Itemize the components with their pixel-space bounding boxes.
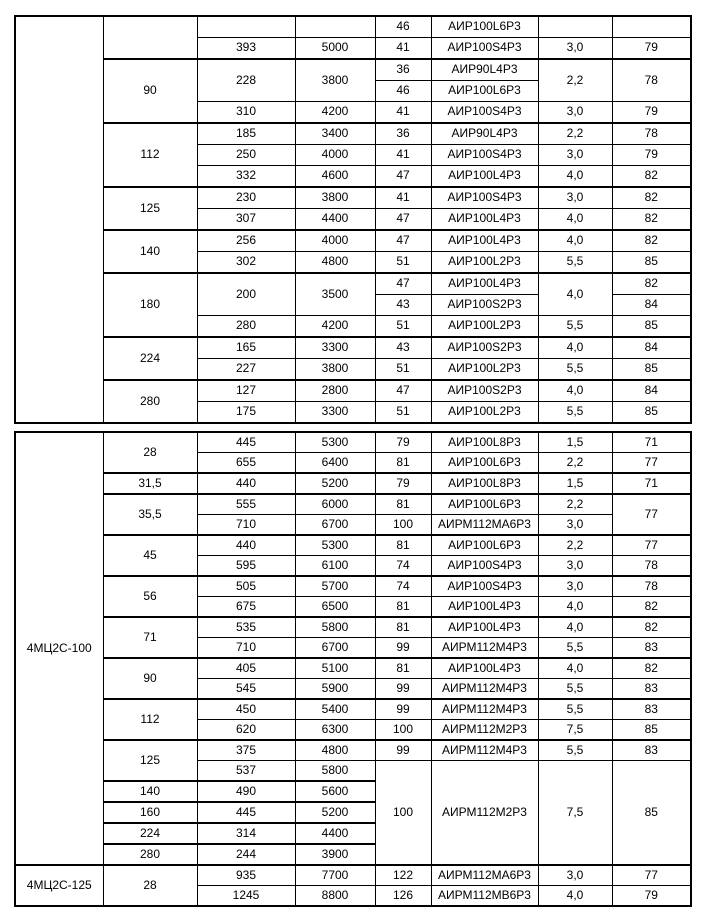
table-cell: 47 [375, 230, 431, 252]
table-cell: 1,5 [538, 473, 612, 494]
table-cell: 3,0 [538, 187, 612, 209]
table-cell: 3500 [295, 273, 375, 316]
table-cell: 3,0 [538, 38, 612, 60]
table-cell: 100 [375, 720, 431, 741]
table-cell: АИР100S4Р3 [431, 187, 538, 209]
table-cell: 4,0 [538, 166, 612, 188]
table-cell: 227 [197, 359, 295, 381]
table-cell: 79 [612, 102, 691, 124]
table-cell: 5100 [295, 658, 375, 679]
table-cell: 7,5 [538, 761, 612, 866]
table-cell: АИР100L6Р3 [431, 535, 538, 556]
table-cell: 82 [612, 230, 691, 252]
table-cell: 3800 [295, 187, 375, 209]
table-cell: 77 [612, 865, 691, 886]
table-cell: 36 [375, 59, 431, 81]
table-cell: 440 [197, 473, 295, 494]
table-cell: 180 [103, 273, 197, 337]
table-cell: 535 [197, 617, 295, 638]
table-cell: 450 [197, 699, 295, 720]
table-cell: АИР100S4Р3 [431, 145, 538, 166]
table-cell: 2,2 [538, 535, 612, 556]
table-cell: 4800 [295, 252, 375, 274]
table-cell: 99 [375, 740, 431, 761]
table-cell: 127 [197, 380, 295, 402]
table-cell: 82 [612, 209, 691, 231]
table-cell: 4,0 [538, 209, 612, 231]
table-cell: 4800 [295, 740, 375, 761]
table-cell: 84 [612, 295, 691, 316]
table-cell: 4МЦ2С-100 [15, 432, 103, 865]
table-cell: 3900 [295, 844, 375, 865]
table-cell: 595 [197, 556, 295, 577]
table-row [15, 16, 691, 38]
table-cell: 90 [103, 59, 197, 123]
table-cell: АИРМ112М2Р3 [431, 761, 538, 866]
table-cell: 5,5 [538, 679, 612, 700]
table-cell: 83 [612, 699, 691, 720]
table-cell: АИР100L2Р3 [431, 316, 538, 338]
table-cell-empty [15, 16, 103, 423]
table-cell: 36 [375, 123, 431, 145]
table-cell: 244 [197, 844, 295, 865]
table-cell: 28 [103, 865, 197, 906]
table-cell: АИР100S2Р3 [431, 380, 538, 402]
table-cell: 47 [375, 166, 431, 188]
table-cell: 5400 [295, 699, 375, 720]
table-cell: 6700 [295, 515, 375, 536]
table-cell: 5,5 [538, 699, 612, 720]
table-cell: 6300 [295, 720, 375, 741]
table-cell: 82 [612, 166, 691, 188]
table-cell-empty [103, 16, 197, 59]
table-cell: 4,0 [538, 380, 612, 402]
table-cell: АИР100L2Р3 [431, 252, 538, 274]
table-cell: 41 [375, 145, 431, 166]
table-cell: 5300 [295, 432, 375, 453]
table-cell: 310 [197, 102, 295, 124]
table-cell: 5,5 [538, 740, 612, 761]
table-cell: 51 [375, 402, 431, 424]
table-cell: 440 [197, 535, 295, 556]
table-cell: 77 [612, 535, 691, 556]
table-cell: 6000 [295, 494, 375, 515]
table-cell: АИРМ112М4Р3 [431, 679, 538, 700]
spec-table-continued-body [15, 16, 691, 423]
table-cell: 5000 [295, 38, 375, 60]
table-cell: 710 [197, 638, 295, 659]
table-row [15, 617, 691, 638]
table-cell: 4,0 [538, 597, 612, 618]
table-cell: 1245 [197, 886, 295, 907]
table-cell: АИР100S4Р3 [431, 102, 538, 124]
table-cell: 6700 [295, 638, 375, 659]
table-cell: 200 [197, 273, 295, 316]
table-cell: АИР90L4Р3 [431, 123, 538, 145]
table-cell: 675 [197, 597, 295, 618]
table-cell: АИР100L4Р3 [431, 617, 538, 638]
table-cell: 3800 [295, 359, 375, 381]
table-cell: 4,0 [538, 337, 612, 359]
table-row [15, 380, 691, 402]
table-cell: 3400 [295, 123, 375, 145]
table-cell: 85 [612, 252, 691, 274]
table-cell: 4МЦ2С-125 [15, 865, 103, 906]
table-cell: 79 [375, 432, 431, 453]
table-cell: 4400 [295, 209, 375, 231]
table-cell: АИРМ112МА6Р3 [431, 515, 538, 536]
table-cell: 6500 [295, 597, 375, 618]
table-row [15, 432, 691, 453]
table-cell: 81 [375, 597, 431, 618]
table-cell: 8800 [295, 886, 375, 907]
table-cell: АИР100L6Р3 [431, 494, 538, 515]
table-cell: 3,0 [538, 515, 612, 536]
table-cell: АИР100L8Р3 [431, 432, 538, 453]
table-cell: 405 [197, 658, 295, 679]
table-cell: 46 [375, 81, 431, 102]
table-cell: 35,5 [103, 494, 197, 535]
table-cell: 5200 [295, 802, 375, 823]
table-cell: 99 [375, 699, 431, 720]
table-cell: 71 [103, 617, 197, 658]
table-cell: 505 [197, 576, 295, 597]
table-cell: 6100 [295, 556, 375, 577]
table-cell: АИР100L4Р3 [431, 273, 538, 295]
table-cell: 175 [197, 402, 295, 424]
table-cell: 41 [375, 187, 431, 209]
table-cell: 79 [612, 145, 691, 166]
table-cell: 79 [375, 473, 431, 494]
table-cell: 84 [612, 337, 691, 359]
table-cell: АИР100S4Р3 [431, 38, 538, 60]
table-cell: АИР100S2Р3 [431, 337, 538, 359]
table-cell: 4200 [295, 102, 375, 124]
table-cell: 122 [375, 865, 431, 886]
table-cell: АИР100L4Р3 [431, 166, 538, 188]
table-cell: 4,0 [538, 658, 612, 679]
table-row [15, 740, 691, 761]
table-cell: 41 [375, 38, 431, 60]
table-cell: 31,5 [103, 473, 197, 494]
table-cell: 445 [197, 432, 295, 453]
table-cell: 85 [612, 316, 691, 338]
table-cell: 6400 [295, 453, 375, 474]
table-cell: 140 [103, 230, 197, 273]
table-cell: 655 [197, 453, 295, 474]
table-cell: 280 [103, 844, 197, 865]
table-cell: 77 [612, 494, 691, 535]
table-cell: 99 [375, 679, 431, 700]
table-cell: 45 [103, 535, 197, 576]
table-row [15, 187, 691, 209]
table-cell: 5,5 [538, 402, 612, 424]
table-cell: 280 [197, 316, 295, 338]
table-cell: 82 [612, 187, 691, 209]
table-cell: АИРМ112М4Р3 [431, 699, 538, 720]
table-row [15, 865, 691, 886]
table-cell: 307 [197, 209, 295, 231]
table-cell: АИР100S4Р3 [431, 576, 538, 597]
table-cell: 3,0 [538, 145, 612, 166]
table-cell: 74 [375, 576, 431, 597]
table-cell: 3,0 [538, 102, 612, 124]
spec-table-4mc2s [14, 431, 692, 907]
table-cell: 43 [375, 295, 431, 316]
table-cell: 302 [197, 252, 295, 274]
table-cell: 185 [197, 123, 295, 145]
table-cell: 230 [197, 187, 295, 209]
table-cell: 490 [197, 781, 295, 802]
table-cell: 5600 [295, 781, 375, 802]
table-cell: 2,2 [538, 123, 612, 145]
table-cell: 81 [375, 494, 431, 515]
table-cell: 51 [375, 359, 431, 381]
table-cell: 375 [197, 740, 295, 761]
table-cell: 5200 [295, 473, 375, 494]
table-cell: 5800 [295, 761, 375, 782]
table-cell: 314 [197, 823, 295, 844]
table-cell: 5900 [295, 679, 375, 700]
table-cell: 3800 [295, 59, 375, 102]
table-cell: 79 [612, 886, 691, 907]
table-cell: 5,5 [538, 252, 612, 274]
table-cell: 125 [103, 187, 197, 230]
table-cell: 7,5 [538, 720, 612, 741]
table-cell: 74 [375, 556, 431, 577]
table-cell: 2,2 [538, 494, 612, 515]
table-cell: 71 [612, 432, 691, 453]
table-cell: 51 [375, 252, 431, 274]
table-cell: АИР100L4Р3 [431, 597, 538, 618]
table-cell: 5300 [295, 535, 375, 556]
table-cell: 4,0 [538, 886, 612, 907]
table-cell: 81 [375, 658, 431, 679]
table-cell: 112 [103, 699, 197, 740]
table-cell: 81 [375, 617, 431, 638]
table-cell: 126 [375, 886, 431, 907]
table-cell: 5,5 [538, 359, 612, 381]
table-cell: АИР100S4Р3 [431, 556, 538, 577]
table-cell: 140 [103, 781, 197, 802]
table-cell: 256 [197, 230, 295, 252]
table-cell: АИРМ112М4Р3 [431, 638, 538, 659]
table-cell: 224 [103, 337, 197, 380]
table-cell: 78 [612, 576, 691, 597]
table-cell: 81 [375, 535, 431, 556]
table-cell: 4400 [295, 823, 375, 844]
table-cell: 620 [197, 720, 295, 741]
table-cell: 5800 [295, 617, 375, 638]
table-cell: 935 [197, 865, 295, 886]
table-cell: 78 [612, 123, 691, 145]
table-cell: 7700 [295, 865, 375, 886]
table-cell: 85 [612, 761, 691, 866]
table-cell: 83 [612, 740, 691, 761]
table-cell: АИРМ112М4Р3 [431, 740, 538, 761]
table-cell: АИР100L4Р3 [431, 230, 538, 252]
table-cell: 160 [103, 802, 197, 823]
table-cell: 125 [103, 740, 197, 781]
table-cell: 4000 [295, 230, 375, 252]
table-cell: АИРМ112М2Р3 [431, 720, 538, 741]
table-cell: 2,2 [538, 453, 612, 474]
table-row [15, 230, 691, 252]
table-cell: 228 [197, 59, 295, 102]
table-cell: 250 [197, 145, 295, 166]
table-cell: АИР100L6Р3 [431, 81, 538, 102]
table-cell-empty [612, 16, 691, 38]
table-cell: 100 [375, 515, 431, 536]
table-cell: 82 [612, 597, 691, 618]
table-cell: 4600 [295, 166, 375, 188]
table-cell: 47 [375, 209, 431, 231]
spec-table-4mc2s-body [15, 432, 691, 906]
table-row [15, 473, 691, 494]
table-cell-empty [295, 16, 375, 38]
table-cell: 85 [612, 359, 691, 381]
table-cell: 3,0 [538, 576, 612, 597]
table-cell: 46 [375, 16, 431, 38]
table-cell: 5,5 [538, 638, 612, 659]
table-cell: 47 [375, 273, 431, 295]
table-cell: 555 [197, 494, 295, 515]
table-cell: 445 [197, 802, 295, 823]
table-cell: 2800 [295, 380, 375, 402]
table-cell: 28 [103, 432, 197, 473]
table-cell: 90 [103, 658, 197, 699]
table-row [15, 123, 691, 145]
table-cell-empty [538, 16, 612, 38]
table-cell: 537 [197, 761, 295, 782]
table-cell: 51 [375, 316, 431, 338]
table-row [15, 535, 691, 556]
spec-table-continued [14, 15, 692, 424]
table-cell: 1,5 [538, 432, 612, 453]
table-cell: АИР90L4Р3 [431, 59, 538, 81]
table-cell: 81 [375, 453, 431, 474]
table-cell: 83 [612, 638, 691, 659]
table-cell: 79 [612, 38, 691, 60]
table-cell: 393 [197, 38, 295, 60]
table-cell: 165 [197, 337, 295, 359]
table-cell: 82 [612, 273, 691, 295]
table-cell: 71 [612, 473, 691, 494]
table-row [15, 59, 691, 81]
table-cell: 5,5 [538, 316, 612, 338]
table-cell: 4,0 [538, 273, 612, 316]
table-cell: 82 [612, 658, 691, 679]
table-cell: АИР100S2Р3 [431, 295, 538, 316]
table-cell: 112 [103, 123, 197, 187]
table-cell: 43 [375, 337, 431, 359]
table-cell: 56 [103, 576, 197, 617]
table-cell: 5700 [295, 576, 375, 597]
table-cell: 280 [103, 380, 197, 423]
table-cell: АИР100L2Р3 [431, 402, 538, 424]
table-cell: 83 [612, 679, 691, 700]
table-cell: АИР100L6Р3 [431, 16, 538, 38]
table-cell: 3300 [295, 402, 375, 424]
table-cell: 77 [612, 453, 691, 474]
table-row [15, 273, 691, 295]
table-cell: АИР100L2Р3 [431, 359, 538, 381]
table-cell: АИР100L6Р3 [431, 453, 538, 474]
table-cell: АИР100L4Р3 [431, 209, 538, 231]
table-cell: 85 [612, 402, 691, 424]
table-cell: 3300 [295, 337, 375, 359]
table-cell: 41 [375, 102, 431, 124]
table-cell: 332 [197, 166, 295, 188]
table-cell: 84 [612, 380, 691, 402]
table-cell: 545 [197, 679, 295, 700]
table-cell: 78 [612, 59, 691, 102]
table-cell: 47 [375, 380, 431, 402]
table-cell: 4000 [295, 145, 375, 166]
table-cell: 99 [375, 638, 431, 659]
table-row [15, 494, 691, 515]
table-row [15, 576, 691, 597]
table-cell-empty [197, 16, 295, 38]
table-cell: 710 [197, 515, 295, 536]
table-cell: 78 [612, 556, 691, 577]
table-cell: 4,0 [538, 230, 612, 252]
table-cell: 4200 [295, 316, 375, 338]
table-cell: 4,0 [538, 617, 612, 638]
table-cell: АИРМ112МА6Р3 [431, 865, 538, 886]
table-cell: 100 [375, 761, 431, 866]
table-cell: 224 [103, 823, 197, 844]
table-row [15, 658, 691, 679]
table-row [15, 699, 691, 720]
table-cell: 2,2 [538, 59, 612, 102]
table-cell: 3,0 [538, 865, 612, 886]
table-cell: 82 [612, 617, 691, 638]
table-cell: АИРМ112МВ6Р3 [431, 886, 538, 907]
table-cell: 3,0 [538, 556, 612, 577]
table-cell: АИР100L8Р3 [431, 473, 538, 494]
table-cell: 85 [612, 720, 691, 741]
table-cell: АИР100L4Р3 [431, 658, 538, 679]
table-row [15, 337, 691, 359]
